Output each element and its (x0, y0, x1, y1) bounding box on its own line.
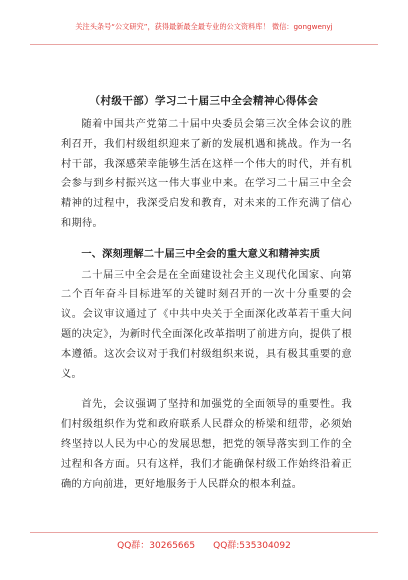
qq-group-2: QQ群:535304092 (213, 541, 291, 551)
section-heading: 一、深刻理解二十届三中全会的重大意义和精神实质 (81, 247, 321, 260)
footer-divider (30, 532, 378, 533)
footer-contacts (0, 538, 408, 551)
qq-group-1: QQ群：30265665 (117, 541, 196, 551)
document-body (61, 115, 352, 505)
promo-banner: 关注头条号“公文研究”，获得最新最全最专业的公文资料库！ 微信：gongwenyj (75, 22, 333, 31)
intro-paragraph: 随着中国共产党第二十届中央委员会第三次全体会议的胜利召开，我们村级组织迎来了新的发展机遇和挑战。作为一名村干部，我深感荣幸能够生活在这样一个伟大的时代，并有机会参与到乡村振兴这一伟大事业中来。在学习二十届三中全会精神的过程中，我深受启发和教育，对未来的工作充满了信心和期待。 (61, 119, 352, 229)
body-paragraph: 首先，会议强调了坚持和加强党的全面领导的重要性。我们村级组织作为党和政府联系人民群众的桥梁和纽带，必须始终坚持以人民为中心的发展思想，把党的领导落实到工作的全过程和各方面。只有这样，我们才能确保村级工作始终沿着正确的方向前进，更好地服务于人民群众的根本利益。 (61, 399, 352, 490)
header-divider (30, 44, 378, 45)
body-paragraph: 二十届三中全会是在全面建设社会主义现代化国家、向第二个百年奋斗目标进军的关键时刻召开的一次十分重要的会议。会议审议通过了《中共中央关于全面深化改革若干重大问题的决定》，为新时代全面深化改革指明了前进方向，提供了根本遵循。这次会议对于我们村级组织来说，具有极其重要的意义。 (61, 269, 352, 380)
document-title: （村级干部）学习二十届三中全会精神心得体会 (89, 95, 319, 107)
